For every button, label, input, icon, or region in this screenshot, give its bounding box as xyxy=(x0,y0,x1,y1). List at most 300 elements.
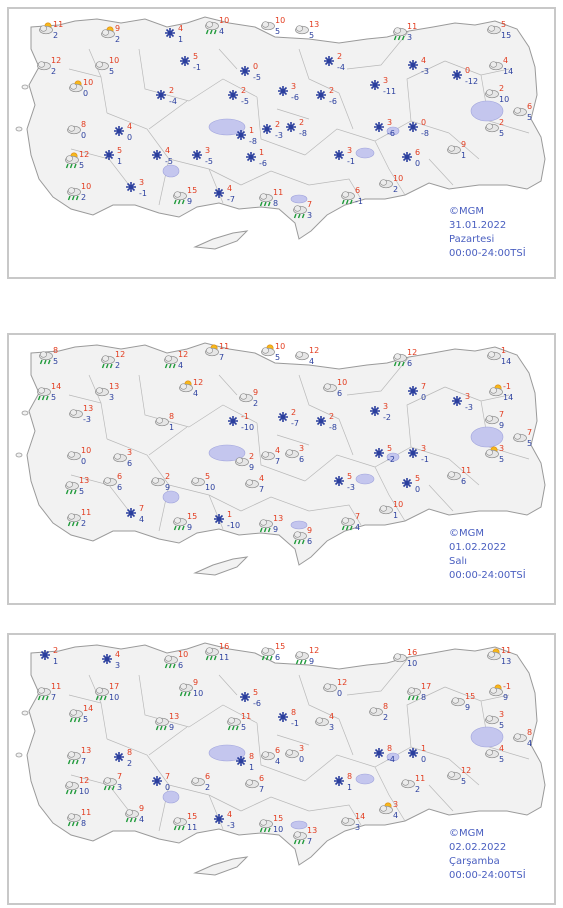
min-temperature: 4 xyxy=(527,739,533,748)
caption-day: Pazartesi xyxy=(449,234,495,245)
max-temperature: 10 xyxy=(393,500,404,509)
snow-icon xyxy=(114,126,124,136)
max-temperature: 6 xyxy=(259,774,265,783)
max-temperature: 12 xyxy=(407,348,418,357)
map-caption-3 xyxy=(449,827,526,883)
max-temperature: 3 xyxy=(499,710,505,719)
max-temperature: 10 xyxy=(275,342,286,351)
max-temperature: 2 xyxy=(329,412,335,421)
caption-source: ©MGM xyxy=(449,528,485,539)
snow-icon xyxy=(402,152,412,162)
min-temperature: 10 xyxy=(407,659,418,668)
min-temperature: -3 xyxy=(347,483,355,492)
snow-icon xyxy=(152,150,162,160)
cloud-icon xyxy=(342,818,355,826)
snow-icon xyxy=(214,188,224,198)
max-temperature: 3 xyxy=(299,444,305,453)
max-temperature: 8 xyxy=(81,120,87,129)
max-temperature: 2 xyxy=(169,86,175,95)
min-temperature: 1 xyxy=(169,423,175,432)
cloud-icon xyxy=(448,146,461,154)
snow-icon xyxy=(262,124,272,134)
min-temperature: 6 xyxy=(307,537,313,546)
min-temperature: 5 xyxy=(527,439,533,448)
cloud-icon xyxy=(486,750,499,758)
max-temperature: 0 xyxy=(253,62,259,71)
max-temperature: 3 xyxy=(499,444,505,453)
max-temperature: 12 xyxy=(193,378,204,387)
min-temperature: -1 xyxy=(139,189,147,198)
max-temperature: 2 xyxy=(499,118,505,127)
min-temperature: 1 xyxy=(393,511,399,520)
max-temperature: 12 xyxy=(337,678,348,687)
snow-icon xyxy=(374,748,384,758)
min-temperature: 5 xyxy=(499,129,505,138)
snow-icon xyxy=(316,416,326,426)
max-temperature: 6 xyxy=(527,102,533,111)
min-temperature: 0 xyxy=(421,755,427,764)
min-temperature: 1 xyxy=(178,35,184,44)
min-temperature: 3 xyxy=(307,211,313,220)
snow-icon xyxy=(165,28,175,38)
min-temperature: 8 xyxy=(273,199,279,208)
cloud-icon xyxy=(236,458,249,466)
cloud-icon xyxy=(96,388,109,396)
max-temperature: 11 xyxy=(407,22,418,31)
cloud-icon xyxy=(70,410,83,418)
cloud-icon xyxy=(38,62,51,70)
max-temperature: 10 xyxy=(83,78,94,87)
snow-icon xyxy=(126,508,136,518)
max-temperature: 15 xyxy=(273,814,284,823)
min-temperature: 10 xyxy=(193,689,204,698)
min-temperature: 1 xyxy=(461,151,467,160)
cloud-icon xyxy=(486,716,499,724)
max-temperature: 6 xyxy=(355,186,361,195)
max-temperature: 13 xyxy=(79,476,90,485)
cloud-icon xyxy=(380,506,393,514)
min-temperature: 6 xyxy=(178,661,184,670)
max-temperature: 8 xyxy=(347,772,353,781)
min-temperature: 4 xyxy=(393,811,399,820)
cloud-icon xyxy=(286,750,299,758)
max-temperature: 10 xyxy=(81,182,92,191)
max-temperature: 7 xyxy=(117,772,123,781)
cloud-icon xyxy=(402,780,415,788)
max-temperature: 14 xyxy=(355,812,366,821)
max-temperature: 2 xyxy=(291,408,297,417)
max-temperature: 15 xyxy=(187,186,198,195)
cloud-icon xyxy=(486,416,499,424)
min-temperature: 4 xyxy=(139,815,145,824)
island xyxy=(22,85,28,89)
max-temperature: 11 xyxy=(81,508,92,517)
max-temperature: 3 xyxy=(347,146,353,155)
min-temperature: -3 xyxy=(227,821,235,830)
min-temperature: 2 xyxy=(393,185,399,194)
min-temperature: 7 xyxy=(219,353,225,362)
min-temperature: 3 xyxy=(329,723,335,732)
min-temperature: 14 xyxy=(501,357,512,366)
cloud-icon xyxy=(486,124,499,132)
max-temperature: 16 xyxy=(219,642,230,651)
max-temperature: 9 xyxy=(193,678,199,687)
min-temperature: 4 xyxy=(309,357,315,366)
island xyxy=(22,411,28,415)
snow-icon xyxy=(236,756,246,766)
min-temperature: 14 xyxy=(503,67,514,76)
max-temperature: 2 xyxy=(499,84,505,93)
cloud-icon xyxy=(240,394,253,402)
cloud-icon xyxy=(488,26,501,34)
min-temperature: 9 xyxy=(499,421,505,430)
min-temperature: 10 xyxy=(205,483,216,492)
cloud-icon xyxy=(262,22,275,30)
max-temperature: 4 xyxy=(227,810,233,819)
max-temperature: 9 xyxy=(115,24,121,33)
max-temperature: 3 xyxy=(127,448,133,457)
min-temperature: 2 xyxy=(53,31,59,40)
min-temperature: 14 xyxy=(503,393,514,402)
snow-icon xyxy=(370,406,380,416)
snow-icon xyxy=(240,692,250,702)
max-temperature: -1 xyxy=(503,682,511,691)
max-temperature: 13 xyxy=(309,20,320,29)
min-temperature: 2 xyxy=(115,35,121,44)
min-temperature: -3 xyxy=(83,415,91,424)
max-temperature: 2 xyxy=(329,86,335,95)
snow-icon xyxy=(408,386,418,396)
cloud-icon xyxy=(490,62,503,70)
cloud-icon xyxy=(514,734,527,742)
min-temperature: -11 xyxy=(383,87,397,96)
max-temperature: 13 xyxy=(307,826,318,835)
min-temperature: 5 xyxy=(83,715,89,724)
min-temperature: -5 xyxy=(253,73,261,82)
caption-time-range: 00:00-24:00TSİ xyxy=(449,570,526,581)
cloud-icon xyxy=(192,778,205,786)
snow-icon xyxy=(180,56,190,66)
min-temperature: -4 xyxy=(337,63,345,72)
min-temperature: 4 xyxy=(193,389,199,398)
min-temperature: 3 xyxy=(355,823,361,832)
lake xyxy=(291,821,307,829)
min-temperature: -3 xyxy=(465,403,473,412)
max-temperature: 7 xyxy=(499,410,505,419)
snow-icon xyxy=(214,814,224,824)
min-temperature: 2 xyxy=(205,783,211,792)
max-temperature: 8 xyxy=(291,708,297,717)
min-temperature: 4 xyxy=(178,361,184,370)
cloud-icon xyxy=(370,708,383,716)
cloud-icon xyxy=(324,384,337,392)
max-temperature: 13 xyxy=(109,382,120,391)
cloud-icon xyxy=(316,718,329,726)
lake xyxy=(291,195,307,203)
max-temperature: 11 xyxy=(273,188,284,197)
snow-icon xyxy=(334,776,344,786)
max-temperature: 2 xyxy=(275,120,281,129)
snow-icon xyxy=(192,150,202,160)
min-temperature: 2 xyxy=(383,713,389,722)
min-temperature: 3 xyxy=(115,661,121,670)
min-temperature: 4 xyxy=(219,27,225,36)
min-temperature: 9 xyxy=(249,463,255,472)
min-temperature: -6 xyxy=(387,129,395,138)
max-temperature: 8 xyxy=(53,346,59,355)
min-temperature: -6 xyxy=(291,93,299,102)
snow-icon xyxy=(374,122,384,132)
snow-icon xyxy=(278,412,288,422)
min-temperature: 5 xyxy=(527,113,533,122)
min-temperature: 5 xyxy=(499,455,505,464)
min-temperature: 5 xyxy=(499,721,505,730)
min-temperature: 7 xyxy=(275,457,281,466)
cloud-icon xyxy=(452,698,465,706)
snow-icon xyxy=(402,478,412,488)
max-temperature: 6 xyxy=(275,746,281,755)
max-temperature: 4 xyxy=(421,56,427,65)
max-temperature: 11 xyxy=(81,808,92,817)
snow-icon xyxy=(408,60,418,70)
min-temperature: -2 xyxy=(387,455,395,464)
max-temperature: 12 xyxy=(79,776,90,785)
max-temperature: 15 xyxy=(187,512,198,521)
max-temperature: 2 xyxy=(241,86,247,95)
snow-icon xyxy=(152,776,162,786)
min-temperature: 5 xyxy=(275,353,281,362)
snow-icon xyxy=(452,70,462,80)
max-temperature: 1 xyxy=(227,510,233,519)
max-temperature: 5 xyxy=(501,20,507,29)
max-temperature: 5 xyxy=(253,688,259,697)
snow-icon xyxy=(334,150,344,160)
island xyxy=(16,753,22,757)
min-temperature: 0 xyxy=(81,131,87,140)
min-temperature: 6 xyxy=(299,455,305,464)
min-temperature: -10 xyxy=(227,521,241,530)
snow-icon xyxy=(408,122,418,132)
snow-icon xyxy=(240,66,250,76)
snow-icon xyxy=(408,448,418,458)
max-temperature: 7 xyxy=(421,382,427,391)
snow-icon xyxy=(286,122,296,132)
cloud-icon xyxy=(488,352,501,360)
min-temperature: -1 xyxy=(291,719,299,728)
min-temperature: 7 xyxy=(81,757,87,766)
min-temperature: 0 xyxy=(415,159,421,168)
min-temperature: 6 xyxy=(407,359,413,368)
max-temperature: 13 xyxy=(169,712,180,721)
max-temperature: 13 xyxy=(81,746,92,755)
min-temperature: 9 xyxy=(273,525,279,534)
min-temperature: 1 xyxy=(347,783,353,792)
max-temperature: 3 xyxy=(383,402,389,411)
max-temperature: 9 xyxy=(253,388,259,397)
lake xyxy=(163,165,179,177)
cloud-icon xyxy=(514,108,527,116)
max-temperature: 1 xyxy=(259,148,265,157)
snow-icon xyxy=(452,396,462,406)
max-temperature: 4 xyxy=(259,474,265,483)
min-temperature: 0 xyxy=(81,457,87,466)
max-temperature: 4 xyxy=(127,122,133,131)
max-temperature: 2 xyxy=(249,452,255,461)
min-temperature: 2 xyxy=(81,193,87,202)
min-temperature: 1 xyxy=(249,763,255,772)
cloud-icon xyxy=(296,352,309,360)
min-temperature: 8 xyxy=(81,819,87,828)
max-temperature: 12 xyxy=(309,646,320,655)
max-temperature: 3 xyxy=(205,146,211,155)
min-temperature: 5 xyxy=(499,755,505,764)
min-temperature: 11 xyxy=(219,653,230,662)
max-temperature: 0 xyxy=(421,118,427,127)
max-temperature: 2 xyxy=(53,646,59,655)
min-temperature: 4 xyxy=(275,757,281,766)
max-temperature: 12 xyxy=(178,350,189,359)
min-temperature: 7 xyxy=(307,837,313,846)
max-temperature: 6 xyxy=(415,148,421,157)
min-temperature: 5 xyxy=(241,723,247,732)
max-temperature: 11 xyxy=(241,712,252,721)
min-temperature: 13 xyxy=(501,657,512,666)
min-temperature: 5 xyxy=(79,487,85,496)
max-temperature: 8 xyxy=(383,702,389,711)
caption-time-range: 00:00-24:00TSİ xyxy=(449,870,526,881)
min-temperature: 3 xyxy=(109,393,115,402)
min-temperature: 10 xyxy=(499,95,510,104)
max-temperature: 15 xyxy=(465,692,476,701)
max-temperature: 8 xyxy=(387,744,393,753)
max-temperature: 7 xyxy=(139,504,145,513)
cloud-icon xyxy=(262,752,275,760)
max-temperature: 0 xyxy=(465,66,471,75)
max-temperature: 5 xyxy=(193,52,199,61)
cloud-icon xyxy=(486,90,499,98)
min-temperature: -3 xyxy=(421,67,429,76)
max-temperature: 2 xyxy=(299,118,305,127)
min-temperature: 6 xyxy=(461,477,467,486)
snow-icon xyxy=(114,752,124,762)
min-temperature: 0 xyxy=(165,783,171,792)
min-temperature: -3 xyxy=(275,131,283,140)
snow-icon xyxy=(334,476,344,486)
min-temperature: 5 xyxy=(51,393,57,402)
min-temperature: 6 xyxy=(337,389,343,398)
min-temperature: 10 xyxy=(109,693,120,702)
map-caption-2 xyxy=(449,527,526,583)
cloud-icon xyxy=(262,452,275,460)
max-temperature: -1 xyxy=(241,412,249,421)
max-temperature: 4 xyxy=(329,712,335,721)
snow-icon xyxy=(408,748,418,758)
max-temperature: 12 xyxy=(309,346,320,355)
caption-date: 02.02.2022 xyxy=(449,842,507,853)
min-temperature: -2 xyxy=(383,413,391,422)
cloud-icon xyxy=(246,780,259,788)
snow-icon xyxy=(40,650,50,660)
max-temperature: 3 xyxy=(393,800,399,809)
snow-icon xyxy=(374,448,384,458)
min-temperature: -5 xyxy=(241,97,249,106)
snow-icon xyxy=(278,712,288,722)
cloud-icon xyxy=(514,434,527,442)
min-temperature: 9 xyxy=(187,197,193,206)
max-temperature: 11 xyxy=(501,646,512,655)
min-temperature: 9 xyxy=(309,657,315,666)
max-temperature: 10 xyxy=(219,16,230,25)
min-temperature: 2 xyxy=(253,399,259,408)
min-temperature: 10 xyxy=(273,825,284,834)
snow-icon xyxy=(324,56,334,66)
max-temperature: 15 xyxy=(187,812,198,821)
cloud-icon xyxy=(152,478,165,486)
lake xyxy=(356,474,374,484)
snow-icon xyxy=(102,654,112,664)
snow-icon xyxy=(126,182,136,192)
max-temperature: 13 xyxy=(83,404,94,413)
max-temperature: 17 xyxy=(109,682,120,691)
cloud-icon xyxy=(114,454,127,462)
max-temperature: 10 xyxy=(275,16,286,25)
snow-icon xyxy=(156,90,166,100)
max-temperature: 4 xyxy=(178,24,184,33)
caption-date: 01.02.2022 xyxy=(449,542,507,553)
snow-icon xyxy=(246,152,256,162)
min-temperature: -10 xyxy=(241,423,255,432)
cloud-icon xyxy=(96,62,109,70)
forecast-map-panel-3 xyxy=(7,633,556,905)
snow-icon xyxy=(316,90,326,100)
cloud-icon xyxy=(104,478,117,486)
min-temperature: 2 xyxy=(127,759,133,768)
max-temperature: 6 xyxy=(205,772,211,781)
max-temperature: 11 xyxy=(219,342,230,351)
max-temperature: 2 xyxy=(165,472,171,481)
max-temperature: 12 xyxy=(51,56,62,65)
min-temperature: -5 xyxy=(165,157,173,166)
lake xyxy=(356,148,374,158)
snow-icon xyxy=(228,416,238,426)
min-temperature: 6 xyxy=(127,459,133,468)
min-temperature: -7 xyxy=(227,195,235,204)
max-temperature: 6 xyxy=(117,472,123,481)
min-temperature: 6 xyxy=(275,653,281,662)
max-temperature: 2 xyxy=(337,52,343,61)
cloud-icon xyxy=(448,772,461,780)
max-temperature: 14 xyxy=(83,704,94,713)
min-temperature: -8 xyxy=(299,129,307,138)
island xyxy=(16,453,22,457)
max-temperature: 7 xyxy=(355,512,361,521)
cloud-icon xyxy=(394,654,407,662)
max-temperature: 10 xyxy=(337,378,348,387)
min-temperature: 1 xyxy=(53,657,59,666)
caption-day: Salı xyxy=(449,556,468,567)
max-temperature: 12 xyxy=(115,350,126,359)
max-temperature: -1 xyxy=(503,382,511,391)
max-temperature: 4 xyxy=(115,650,121,659)
min-temperature: 3 xyxy=(117,783,123,792)
min-temperature: 7 xyxy=(259,485,265,494)
max-temperature: 11 xyxy=(415,774,426,783)
min-temperature: 5 xyxy=(109,67,115,76)
min-temperature: -12 xyxy=(465,77,479,86)
min-temperature: 1 xyxy=(117,157,123,166)
min-temperature: 9 xyxy=(465,703,471,712)
island xyxy=(22,711,28,715)
